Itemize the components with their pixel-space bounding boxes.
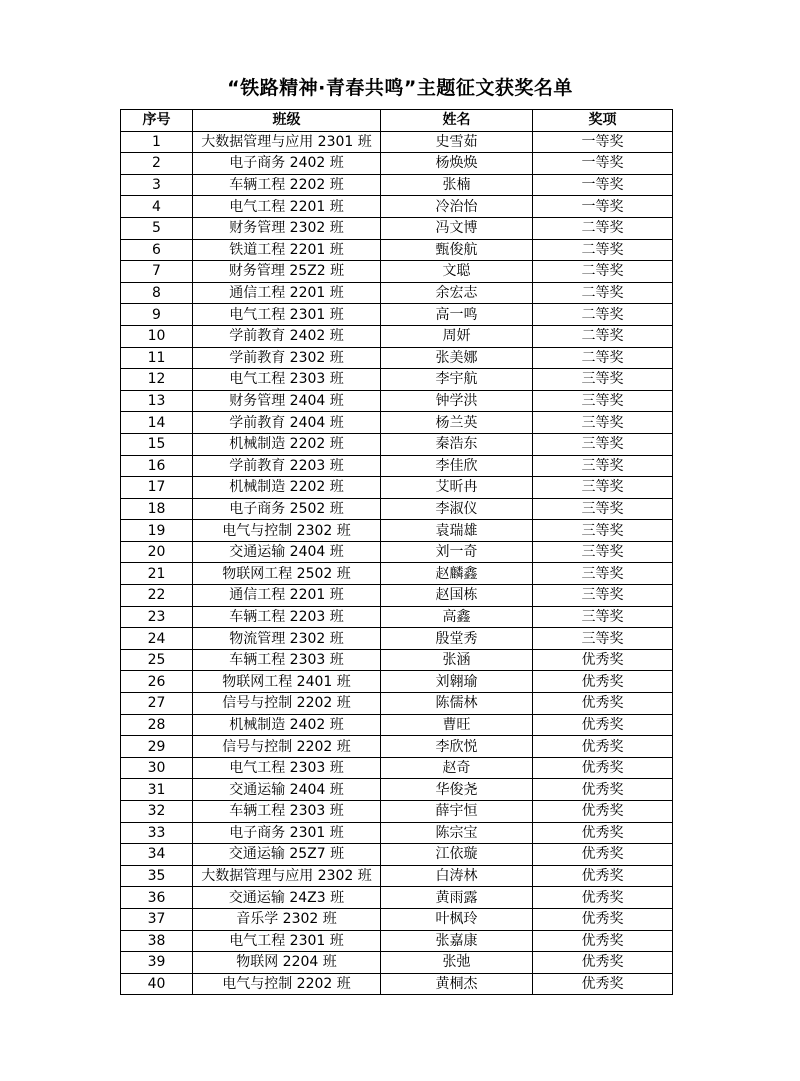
table-row [121,952,673,974]
cell-serial-number: 14 [121,412,193,434]
cell-class: 车辆工程 2303 班 [193,801,381,823]
table-row [121,693,673,715]
table-row [121,844,673,866]
cell-name: 华俊尧 [381,779,533,801]
table-row [121,347,673,369]
table-row [121,412,673,434]
table-header-row [121,110,673,132]
table-body [121,131,673,995]
cell-serial-number: 26 [121,671,193,693]
cell-serial-number: 4 [121,196,193,218]
cell-name: 张楠 [381,174,533,196]
cell-name: 高鑫 [381,606,533,628]
cell-award: 三等奖 [533,498,673,520]
cell-serial-number: 33 [121,822,193,844]
table-row [121,779,673,801]
cell-class: 铁道工程 2201 班 [193,239,381,261]
cell-serial-number: 22 [121,585,193,607]
table-row [121,520,673,542]
cell-class: 车辆工程 2203 班 [193,606,381,628]
cell-serial-number: 39 [121,952,193,974]
table-row [121,433,673,455]
cell-name: 陈儒林 [381,693,533,715]
cell-class: 电子商务 2402 班 [193,153,381,175]
table-row [121,606,673,628]
cell-award: 一等奖 [533,153,673,175]
cell-name: 张嘉康 [381,930,533,952]
cell-award: 三等奖 [533,541,673,563]
cell-award: 二等奖 [533,239,673,261]
cell-award: 三等奖 [533,606,673,628]
cell-class: 交通运输 25Z7 班 [193,844,381,866]
cell-award: 二等奖 [533,282,673,304]
cell-name: 张涵 [381,649,533,671]
cell-class: 音乐学 2302 班 [193,908,381,930]
cell-serial-number: 9 [121,304,193,326]
cell-name: 刘一奇 [381,541,533,563]
cell-serial-number: 24 [121,628,193,650]
cell-name: 文聪 [381,261,533,283]
cell-name: 黄雨露 [381,887,533,909]
table-row [121,282,673,304]
cell-award: 优秀奖 [533,908,673,930]
cell-name: 冯文博 [381,217,533,239]
cell-award: 优秀奖 [533,887,673,909]
cell-class: 物联网工程 2401 班 [193,671,381,693]
cell-award: 一等奖 [533,131,673,153]
cell-serial-number: 34 [121,844,193,866]
cell-award: 一等奖 [533,174,673,196]
cell-serial-number: 36 [121,887,193,909]
cell-serial-number: 12 [121,369,193,391]
table-row [121,455,673,477]
cell-award: 优秀奖 [533,952,673,974]
cell-award: 优秀奖 [533,693,673,715]
cell-class: 机械制造 2202 班 [193,477,381,499]
cell-award: 优秀奖 [533,649,673,671]
cell-name: 冷治怡 [381,196,533,218]
cell-award: 优秀奖 [533,671,673,693]
cell-serial-number: 31 [121,779,193,801]
cell-name: 李欣悦 [381,736,533,758]
cell-class: 交通运输 2404 班 [193,779,381,801]
cell-serial-number: 18 [121,498,193,520]
cell-serial-number: 27 [121,693,193,715]
cell-serial-number: 8 [121,282,193,304]
cell-serial-number: 20 [121,541,193,563]
cell-class: 电气工程 2303 班 [193,757,381,779]
award-table [120,109,673,995]
table-row [121,865,673,887]
table-row [121,131,673,153]
table-row [121,239,673,261]
cell-class: 学前教育 2402 班 [193,325,381,347]
cell-award: 优秀奖 [533,779,673,801]
cell-class: 大数据管理与应用 2302 班 [193,865,381,887]
cell-award: 二等奖 [533,304,673,326]
table-row [121,908,673,930]
cell-serial-number: 21 [121,563,193,585]
page-title: “铁路精神·青春共鸣”主题征文获奖名单 [227,77,573,99]
cell-name: 张美娜 [381,347,533,369]
cell-award: 三等奖 [533,563,673,585]
cell-name: 赵麟鑫 [381,563,533,585]
cell-serial-number: 28 [121,714,193,736]
cell-serial-number: 37 [121,908,193,930]
cell-class: 交通运输 2404 班 [193,541,381,563]
table-row [121,196,673,218]
table-row [121,390,673,412]
cell-serial-number: 7 [121,261,193,283]
cell-class: 机械制造 2202 班 [193,433,381,455]
cell-class: 财务管理 25Z2 班 [193,261,381,283]
cell-name: 殷堂秀 [381,628,533,650]
cell-name: 李淑仪 [381,498,533,520]
cell-award: 一等奖 [533,196,673,218]
cell-name: 秦浩东 [381,433,533,455]
table-row [121,563,673,585]
cell-class: 电气与控制 2302 班 [193,520,381,542]
cell-award: 二等奖 [533,261,673,283]
cell-serial-number: 30 [121,757,193,779]
cell-class: 学前教育 2404 班 [193,412,381,434]
cell-name: 叶枫玲 [381,908,533,930]
cell-award: 优秀奖 [533,973,673,995]
cell-class: 物流管理 2302 班 [193,628,381,650]
cell-class: 财务管理 2404 班 [193,390,381,412]
cell-class: 通信工程 2201 班 [193,585,381,607]
cell-name: 白涛林 [381,865,533,887]
cell-name: 薛宇恒 [381,801,533,823]
header-class: 班级 [193,110,381,132]
table-row [121,930,673,952]
cell-serial-number: 13 [121,390,193,412]
cell-class: 大数据管理与应用 2301 班 [193,131,381,153]
cell-class: 学前教育 2302 班 [193,347,381,369]
cell-award: 三等奖 [533,390,673,412]
cell-name: 江依璇 [381,844,533,866]
cell-name: 杨兰英 [381,412,533,434]
table-row [121,649,673,671]
table-row [121,973,673,995]
cell-class: 通信工程 2201 班 [193,282,381,304]
cell-name: 杨焕焕 [381,153,533,175]
cell-award: 优秀奖 [533,714,673,736]
cell-award: 二等奖 [533,347,673,369]
cell-name: 曹旺 [381,714,533,736]
cell-class: 信号与控制 2202 班 [193,693,381,715]
cell-class: 信号与控制 2202 班 [193,736,381,758]
table-row [121,369,673,391]
cell-award: 三等奖 [533,477,673,499]
cell-class: 电气工程 2201 班 [193,196,381,218]
cell-name: 甄俊航 [381,239,533,261]
cell-award: 优秀奖 [533,757,673,779]
cell-class: 机械制造 2402 班 [193,714,381,736]
cell-award: 优秀奖 [533,865,673,887]
cell-serial-number: 11 [121,347,193,369]
cell-name: 高一鸣 [381,304,533,326]
table-row [121,325,673,347]
cell-name: 张弛 [381,952,533,974]
cell-name: 钟学洪 [381,390,533,412]
table-row [121,628,673,650]
cell-class: 物联网工程 2502 班 [193,563,381,585]
cell-serial-number: 2 [121,153,193,175]
cell-serial-number: 29 [121,736,193,758]
cell-serial-number: 32 [121,801,193,823]
cell-serial-number: 23 [121,606,193,628]
table-row [121,153,673,175]
cell-serial-number: 19 [121,520,193,542]
cell-class: 车辆工程 2303 班 [193,649,381,671]
cell-serial-number: 25 [121,649,193,671]
cell-serial-number: 3 [121,174,193,196]
cell-class: 电子商务 2301 班 [193,822,381,844]
cell-class: 电气工程 2301 班 [193,930,381,952]
cell-class: 学前教育 2203 班 [193,455,381,477]
table-row [121,585,673,607]
cell-name: 史雪茹 [381,131,533,153]
cell-serial-number: 5 [121,217,193,239]
table-row [121,174,673,196]
cell-serial-number: 16 [121,455,193,477]
table-row [121,801,673,823]
cell-class: 电气工程 2301 班 [193,304,381,326]
cell-name: 艾昕冉 [381,477,533,499]
cell-award: 优秀奖 [533,822,673,844]
cell-name: 刘翱瑜 [381,671,533,693]
cell-award: 优秀奖 [533,844,673,866]
cell-award: 三等奖 [533,455,673,477]
header-name: 姓名 [381,110,533,132]
cell-name: 陈宗宝 [381,822,533,844]
cell-name: 周妍 [381,325,533,347]
cell-serial-number: 17 [121,477,193,499]
cell-class: 电气工程 2303 班 [193,369,381,391]
cell-name: 赵国栋 [381,585,533,607]
cell-class: 电气与控制 2202 班 [193,973,381,995]
cell-name: 袁瑞雄 [381,520,533,542]
cell-award: 三等奖 [533,520,673,542]
table-row [121,304,673,326]
cell-serial-number: 38 [121,930,193,952]
cell-award: 二等奖 [533,325,673,347]
cell-serial-number: 40 [121,973,193,995]
cell-award: 三等奖 [533,369,673,391]
table-row [121,261,673,283]
header-serial-number: 序号 [121,110,193,132]
cell-name: 李佳欣 [381,455,533,477]
cell-class: 电子商务 2502 班 [193,498,381,520]
table-row [121,498,673,520]
cell-name: 赵奇 [381,757,533,779]
cell-award: 三等奖 [533,585,673,607]
cell-award: 三等奖 [533,433,673,455]
cell-award: 三等奖 [533,412,673,434]
cell-class: 物联网 2204 班 [193,952,381,974]
cell-name: 黄桐杰 [381,973,533,995]
table-row [121,714,673,736]
cell-serial-number: 1 [121,131,193,153]
cell-class: 财务管理 2302 班 [193,217,381,239]
cell-serial-number: 6 [121,239,193,261]
table-row [121,822,673,844]
table-row [121,477,673,499]
cell-serial-number: 35 [121,865,193,887]
cell-serial-number: 10 [121,325,193,347]
cell-name: 余宏志 [381,282,533,304]
table-row [121,671,673,693]
cell-serial-number: 15 [121,433,193,455]
cell-class: 车辆工程 2202 班 [193,174,381,196]
table-row [121,887,673,909]
cell-name: 李宇航 [381,369,533,391]
table-row [121,217,673,239]
table-row [121,757,673,779]
table-row [121,541,673,563]
cell-award: 优秀奖 [533,736,673,758]
cell-award: 优秀奖 [533,930,673,952]
cell-award: 优秀奖 [533,801,673,823]
cell-award: 二等奖 [533,217,673,239]
cell-award: 三等奖 [533,628,673,650]
header-award: 奖项 [533,110,673,132]
cell-class: 交通运输 24Z3 班 [193,887,381,909]
table-row [121,736,673,758]
